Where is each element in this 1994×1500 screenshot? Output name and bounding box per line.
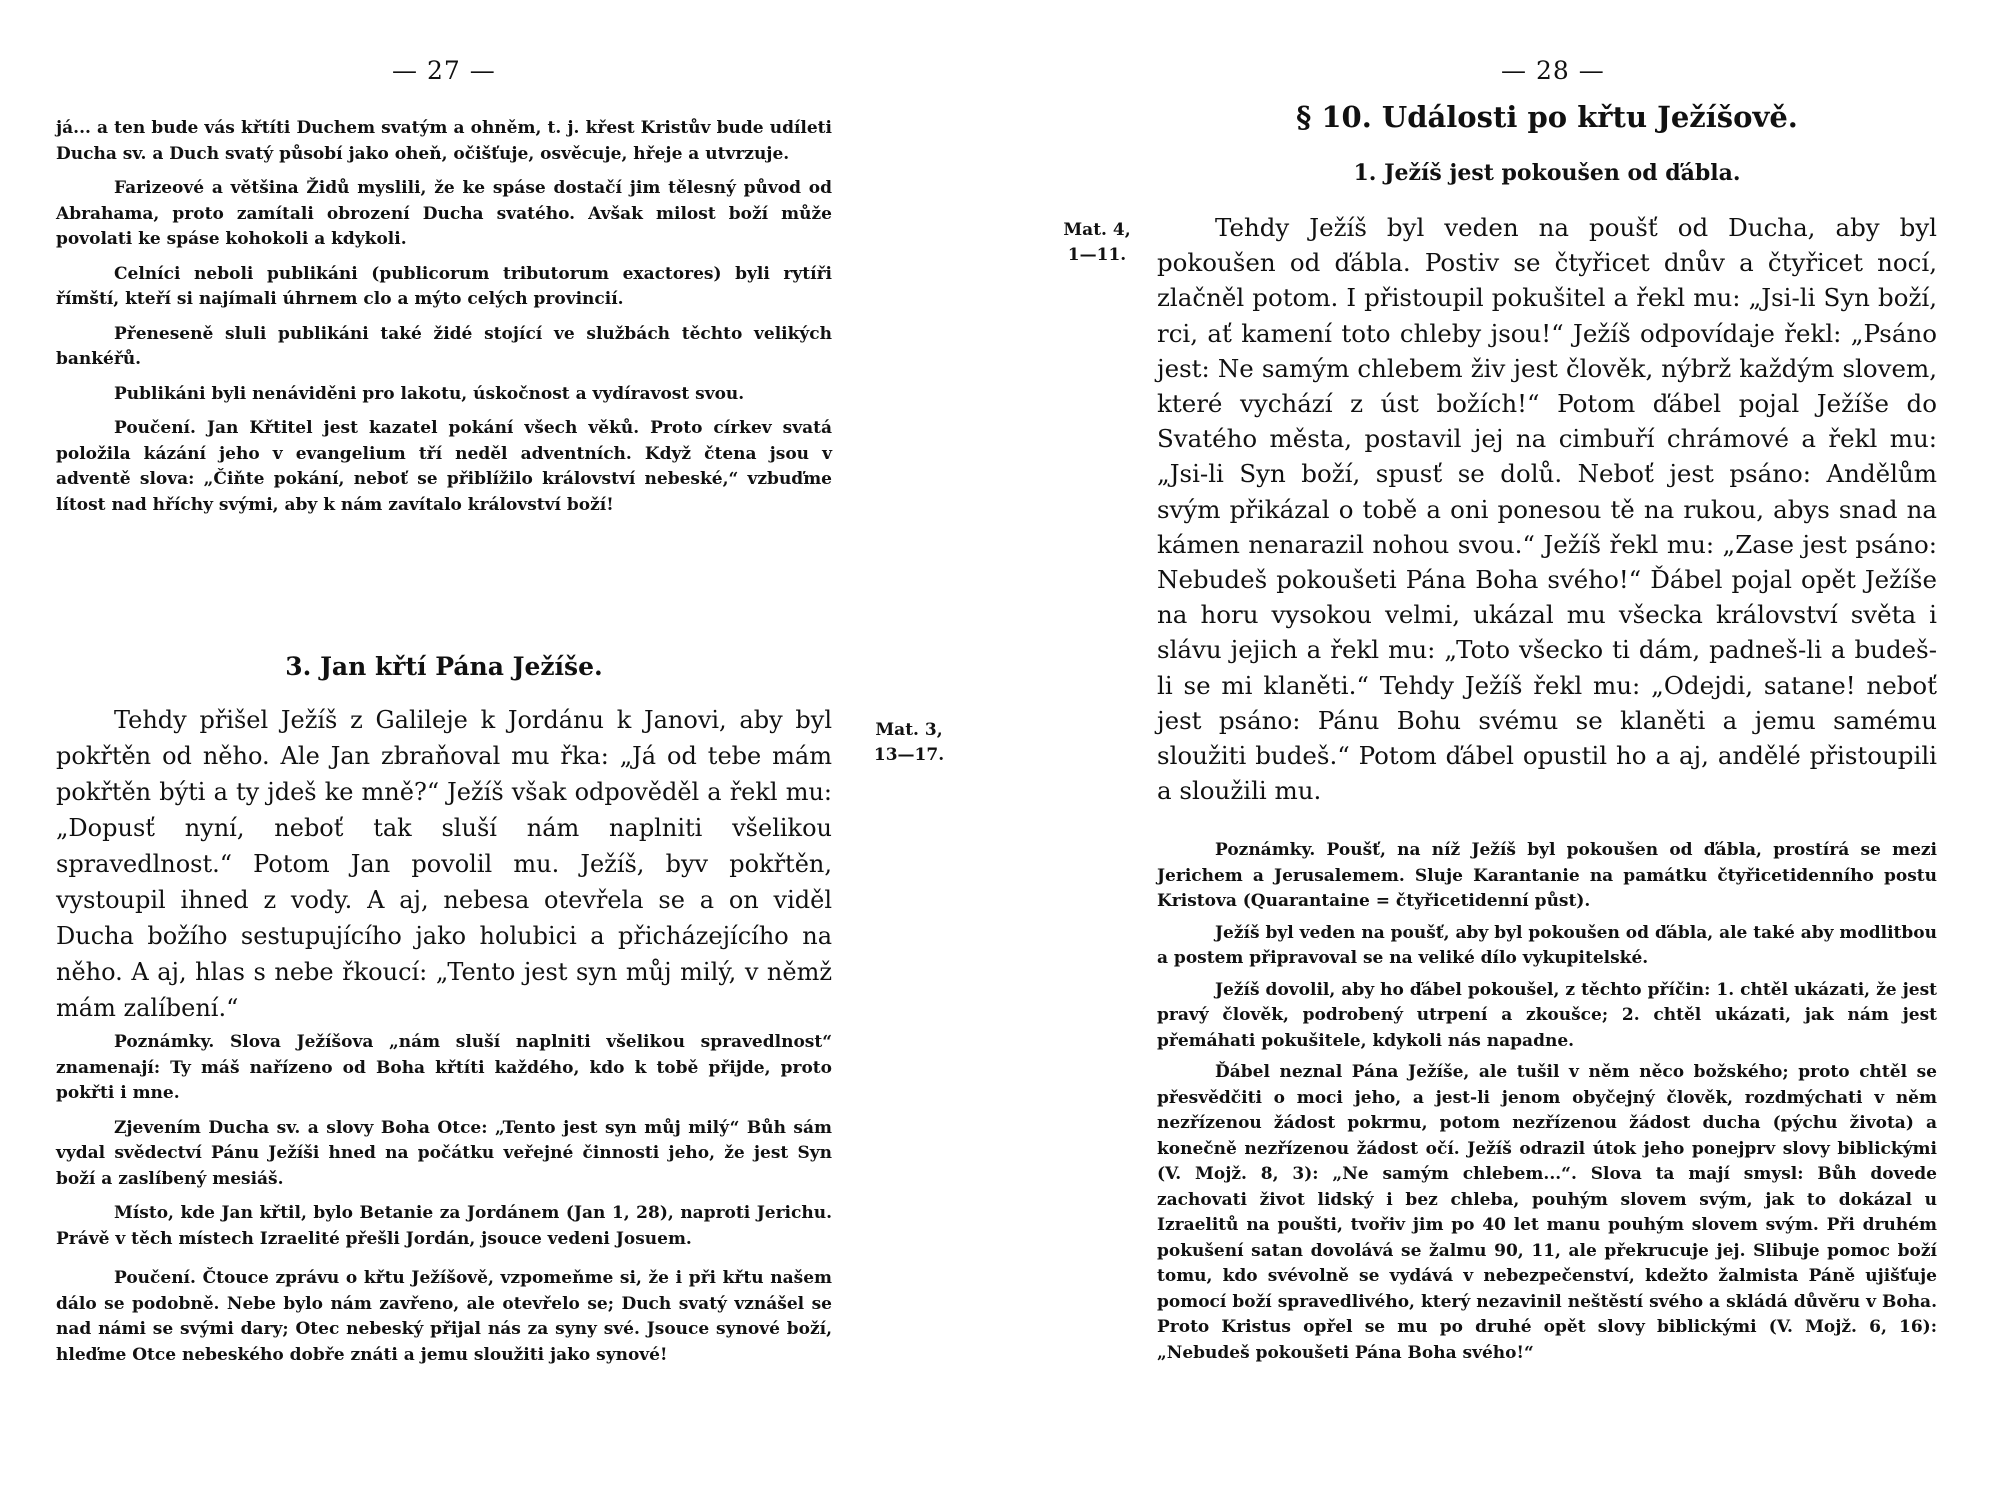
left-top-text — [56, 116, 832, 527]
poznamky-paragraph — [1157, 838, 1937, 915]
pouceni-paragraph — [56, 1266, 832, 1368]
right-main-text — [1157, 210, 1937, 816]
margin-ref-line: Mat. 3, — [875, 720, 943, 740]
poznamky-text: Poušť, na níž Ježíš byl pokoušen od ďábla, prostírá se mezi Jerichem a Jerusalemem. Sluje Karantanie na památku čtyřicetidenního postu Kristova (Quarantaine = čtyřicetidenní půst). — [1157, 840, 1937, 911]
margin-ref-line: 1—11. — [1067, 245, 1127, 265]
margin-reference — [1057, 218, 1137, 268]
section-title: 3. Jan křtí Pána Ježíše. — [285, 652, 603, 681]
poznamky-label: Poznámky. — [114, 1032, 215, 1052]
subsection-title: 1. Ježíš jest pokoušen od ďábla. — [1353, 160, 1741, 186]
paragraph: Ježíš byl veden na poušť, aby byl pokoušen od ďábla, ale také aby modlitbou a postem připravoval se na veliké dílo vykupitelské. — [1157, 922, 1937, 968]
pouceni-label: Poučení. — [114, 1268, 196, 1288]
paragraph: Přeneseně sluli publikáni také židé stojící ve službách těchto velikých bankéřů. — [56, 323, 832, 369]
left-main-text — [56, 702, 832, 1034]
right-page — [997, 0, 1994, 1500]
poznamky-paragraph — [56, 1030, 832, 1107]
pouceni-text: Čtouce zprávu o křtu Ježíšově, vzpomeňme si, že i při křtu našem dálo se podobně. Nebe bylo nám zavřeno, ale otevřelo se; Duch svatý vznášel se nad námi se svými dary; Otec nebeský přijal nás za syny své. Jsouce synové boží, hleďme Otce nebeského dobře znáti a jemu sloužiti jako synové! — [56, 1268, 832, 1365]
poznamky-text: Slova Ježíšova „nám sluší naplniti všelikou spravedlnost“ znamenají: Ty máš nařízeno od Boha křtíti každého, kdo k tobě přijde, proto pokřti i mne. — [56, 1032, 832, 1103]
paragraph: Místo, kde Jan křtil, bylo Betanie za Jordánem (Jan 1, 28), naproti Jerichu. Právě v těch místech Izraelité přešli Jordán, jsouce vedeni Josuem. — [56, 1203, 832, 1249]
paragraph: Ježíš dovolil, aby ho ďábel pokoušel, z těchto příčin: 1. chtěl ukázati, že jest pravý člověk, podrobený utrpení a zkoušce; 2. chtěl ukázati, jak nám jest přemáhati pokušitele, kdykoli nás napadne. — [1157, 979, 1937, 1051]
scripture-text: Tehdy Ježíš byl veden na poušť od Ducha, aby byl pokoušen od ďábla. Postiv se čtyřicet dnův a čtyřicet nocí, zlačněl potom. I přistoupil pokušitel a řekl mu: „Jsi-li Syn boží, rci, ať kamení toto chleby jsou!“ Ježíš odpovídaje řekl: „Psáno jest: Ne samým chlebem živ jest člověk, nýbrž každým slovem, které vychází z úst božích!“ Potom ďábel pojal Ježíše do Svatého města, postavil jej na cimbuří chrámové a řekl mu: „Jsi-li Syn boží, spusť se dolů. Neboť jest psáno: Andělům svým přikázal o tobě a oni ponesou tě na rukou, abys snad na kámen nenarazil nohou svou.“ Ježíš řekl mu: „Zase jest psáno: Nebudeš pokoušeti Pána Boha svého!“ Ďábel pojal opět Ježíše na horu vysokou velmi, ukázal mu všecka království světa i slávu jejich a řekl mu: „Toto všecko ti dám, padneš-li a budeš-li se mi klaněti.“ Tehdy Ježíš řekl mu: „Odejdi, satane! neboť jest psáno: Pánu Bohu svému se klaněti a jemu samému sloužiti budeš.“ Potom ďábel opustil ho a aj, andělé přistoupili a sloužili mu. — [1157, 213, 1937, 806]
margin-reference — [864, 718, 954, 768]
paragraph: Ďábel neznal Pána Ježíše, ale tušil v něm něco božského; proto chtěl se přesvědčiti o moci jeho, a jest-li jenom obyčejný člověk, rozdmýchati v něm nezřízenou žádost pokrmu, potom nezřízenou žádost ducha (pýchu života) a konečně nezřízenou žádost očí. Ježíš odrazil útok jeho ponejprv slovy biblickými (V. Mojž. 8, 3): „Ne samým chlebem...“. Slova ta mají smysl: Bůh dovede zachovati život lidský i bez chleba, pouhým slovem svým, jak to dokázal u Izraelitů na poušti, tvořiv jim po 40 let manu pouhým slovem svým. Při druhém pokušení satan dovolává se žalmu 90, 11, ale překrucuje jej. Slibuje pomoc boží tomu, kdo svévolně se vydává v nebezpečenství, kdežto žalmista Páně ujišťuje pomocí boží spravedlivého, který nezavinil neštěstí svého a skládá důvěru v Boha. Proto Kristus opřel se mu po druhé opět slovy biblickými (V. Mojž. 6, 16): „Nebudeš pokoušeti Pána Boha svého!“ — [1157, 1062, 1937, 1363]
page-number: — 28 — — [1501, 56, 1605, 85]
pouceni-label: Poučení. — [114, 418, 196, 438]
margin-ref-line: 13—17. — [873, 745, 945, 765]
pouceni-text: Jan Křtitel jest kazatel pokání všech věků. Proto církev svatá položila kázání jeho v evangelium tří neděl adventních. Když čtena jsou v adventě slova: „Čiňte pokání, neboť se přiblížilo království nebeské,“ vzbuďme lítost nad hříchy svými, aby k nám zavítalo království boží! — [56, 418, 832, 515]
paragraph: Farizeové a většina Židů myslili, že ke spáse dostačí jim tělesný původ od Abrahama, proto zamítali obrození Ducha svatého. Avšak milost boží může povolati ke spáse kohokoli a kdykoli. — [56, 178, 832, 249]
page-number: — 27 — — [392, 56, 496, 85]
section-title: § 10. Události po křtu Ježíšově. — [1296, 100, 1798, 134]
poznamky-label: Poznámky. — [1215, 840, 1316, 860]
paragraph: Celníci neboli publikáni (publicorum tributorum exactores) byli rytíři římští, kteří si najímali úhrnem clo a mýto celých provincií. — [56, 263, 832, 309]
paragraph: Publikáni byli nenáviděni pro lakotu, úskočnost a vydíravost svou. — [114, 383, 745, 404]
left-notes — [56, 1030, 832, 1377]
paragraph: Zjevením Ducha sv. a slovy Boha Otce: „Tento jest syn můj milý“ Bůh sám vydal svědectví Pánu Ježíši hned na počátku veřejné činnosti jeho, že jest Syn boží a zaslíbený mesiáš. — [56, 1117, 832, 1189]
margin-ref-line: Mat. 4, — [1063, 220, 1131, 240]
paragraph: já... a ten bude vás křtíti Duchem svatým a ohněm, t. j. křest Kristův bude udíleti Ducha sv. a Duch svatý působí jako oheň, očišťuje, osvěcuje, hřeje a utvrzuje. — [56, 118, 832, 164]
scripture-text: Tehdy přišel Ježíš z Galileje k Jordánu k Janovi, aby byl pokřtěn od něho. Ale Jan zbraňoval mu řka: „Já od tebe mám pokřtěn býti a ty jdeš ke mně?“ Ježíš však odpověděl a řekl mu: „Dopusť nyní, neboť tak sluší nám naplniti všelikou spravedlnost.“ Potom Jan povolil mu. Ježíš, byv pokřtěn, vystoupil ihned z vody. A aj, nebesa otevřela se a on viděl Ducha božího sestupujícího jako holubici a přicházejícího na něho. A aj, hlas s nebe řkoucí: „Tento jest syn můj milý, v němž mám zalíbení.“ — [56, 706, 832, 1022]
right-notes — [1157, 838, 1937, 1366]
pouceni-paragraph — [56, 416, 832, 518]
